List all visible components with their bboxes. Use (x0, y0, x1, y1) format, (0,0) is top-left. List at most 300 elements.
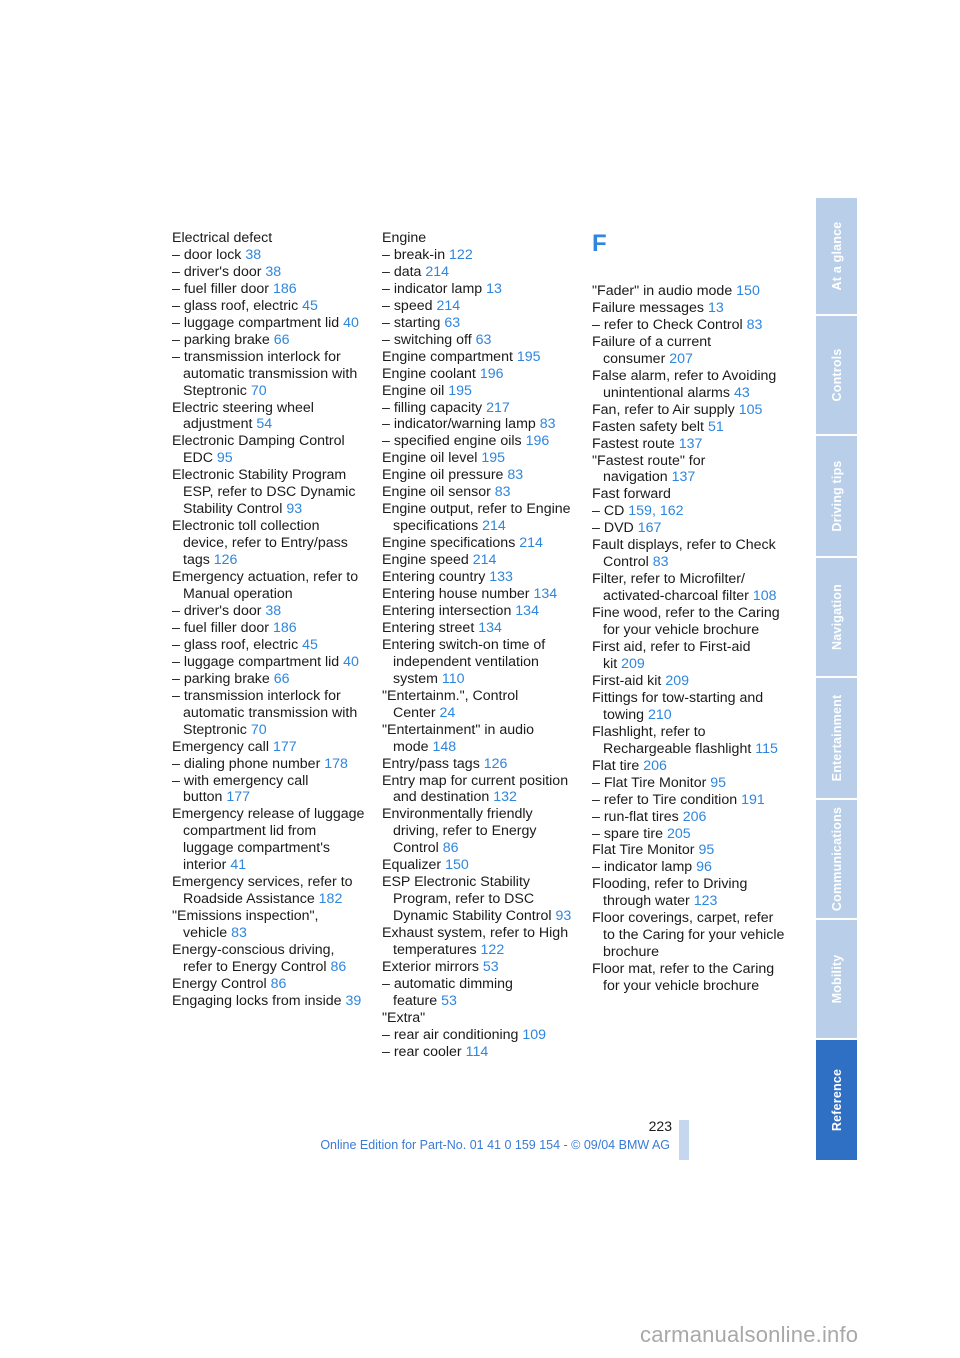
index-entry-text: Entering switch-on time of independent ventilation system (382, 636, 546, 687)
page-reference-link[interactable]: 167 (637, 520, 662, 537)
index-entry (172, 298, 367, 315)
page-reference-link[interactable]: 191 (741, 791, 765, 808)
index-entry (382, 620, 577, 637)
index-entry (382, 874, 577, 925)
index-entry (382, 383, 577, 400)
index-entry (592, 826, 787, 843)
index-entry (592, 639, 787, 673)
page-reference-link[interactable]: 196 (479, 365, 504, 382)
tab-label: Navigation (829, 584, 844, 650)
index-entry-text: "Emissions inspection", vehicle (172, 908, 319, 942)
page-reference-link[interactable]: 177 (226, 789, 251, 806)
page-reference-link[interactable]: 51 (707, 418, 724, 435)
index-entry-text: – break-in (382, 246, 446, 263)
page-reference-link[interactable]: 13 (486, 280, 502, 297)
index-entry (382, 400, 577, 417)
index-entry (172, 806, 367, 874)
index-entry (382, 433, 577, 450)
page-reference-link[interactable]: 66 (273, 331, 290, 348)
page-reference-link[interactable]: 209 (665, 672, 689, 689)
page-reference-link[interactable]: 148 (432, 738, 457, 755)
index-entry-text: Entering country (382, 569, 486, 586)
index-entry-text: Fasten safety belt (592, 418, 704, 435)
page-reference-link[interactable]: 45 (302, 636, 318, 653)
index-entry-text: Fine wood, refer to the Caring for your vehicle brochure (592, 605, 780, 639)
index-entry (382, 959, 577, 976)
index-entry-text: Failure of a current consumer (592, 333, 712, 367)
footer-edition: Online Edition for Part-No. 01 41 0 159 154 - © 09/04 BMW AG (320, 1138, 670, 1152)
index-entry (382, 925, 577, 959)
page-reference-link[interactable]: 214 (482, 518, 506, 535)
index-entry-text: Energy-conscious driving, refer to Energy Control (172, 942, 335, 975)
index-entry (592, 419, 787, 436)
page-reference-link[interactable]: 134 (515, 602, 539, 619)
page-reference-link[interactable]: 123 (693, 893, 718, 910)
index-entry (172, 247, 367, 264)
index-entry (382, 467, 577, 484)
index-column-3 (592, 230, 787, 995)
index-entry (592, 605, 787, 639)
page-reference-link[interactable]: 132 (493, 789, 517, 806)
index-entry-text: – door lock (172, 246, 242, 263)
index-entry (382, 281, 577, 298)
page-reference-link[interactable]: 54 (256, 416, 273, 433)
page-reference-link[interactable]: 206 (643, 757, 667, 774)
page-reference-link[interactable]: 150 (736, 283, 760, 299)
index-entry-text: Entry/pass tags (382, 755, 480, 772)
index-entry (172, 620, 367, 637)
index-entry-text: – rear air conditioning (382, 1026, 519, 1043)
index-entry (172, 332, 367, 349)
index-entry (172, 315, 367, 332)
index-entry (592, 300, 787, 317)
index-entry-text: False alarm, refer to Avoiding unintentional alarms (592, 367, 777, 401)
index-entry (382, 1010, 577, 1027)
index-entry (172, 281, 367, 298)
page-reference-link[interactable]: 134 (478, 619, 502, 636)
page-reference-link[interactable]: 63 (444, 314, 461, 331)
page-reference-link[interactable]: 38 (245, 246, 262, 263)
index-entry-text: Equalizer (382, 857, 442, 874)
index-entry-text: "Extra" (382, 1009, 426, 1026)
index-entry-text: "Fastest route" for navigation (592, 452, 706, 486)
page-reference-link[interactable]: 207 (669, 350, 693, 367)
index-entry (172, 688, 367, 739)
page-reference-link[interactable]: 95 (216, 450, 233, 467)
index-entry (382, 688, 577, 722)
index-entry (592, 673, 787, 690)
index-entry-text: Flooding, refer to Driving through water (592, 876, 748, 910)
index-entry (592, 486, 787, 503)
index-entry-text: – indicator lamp (382, 280, 483, 297)
index-entry-text: Emergency release of luggage compartment lid from luggage compartment's interior (172, 806, 365, 874)
index-entry-text: – specified engine oils (382, 433, 522, 450)
page-reference-link[interactable]: 83 (231, 925, 247, 942)
index-entry-text: – switching off (382, 331, 472, 348)
page-reference-link[interactable]: 93 (286, 501, 303, 518)
index-entry (172, 773, 367, 807)
tab-driving-tips[interactable] (816, 436, 857, 558)
page-reference-link[interactable]: 126 (213, 552, 238, 569)
index-entry-text: Engine speed (382, 552, 469, 569)
page-reference-link[interactable]: 96 (696, 859, 712, 876)
index-entry-text: Entering street (382, 619, 475, 636)
page-reference-link[interactable]: 214 (425, 263, 450, 280)
index-entry (172, 349, 367, 400)
index-entry-text: Engine (382, 230, 427, 246)
index-entry (592, 724, 787, 758)
index-entry-text: – starting (382, 314, 441, 331)
index-entry-text: Engine oil level (382, 450, 478, 467)
page-reference-link[interactable]: 13 (707, 299, 724, 316)
index-entry (592, 859, 787, 876)
index-entry (172, 976, 367, 993)
page-reference-link[interactable]: 114 (465, 1043, 489, 1060)
index-entry (382, 315, 577, 332)
page-reference-link[interactable]: 41 (230, 857, 247, 874)
page-reference-link[interactable]: 217 (486, 399, 510, 416)
index-entry-text: – transmission interlock for automatic transmission with Steptronic (172, 687, 358, 738)
index-entry (172, 467, 367, 518)
page-reference-link[interactable]: 205 (666, 825, 691, 842)
index-entry-text: Electrical defect (172, 230, 273, 246)
page-reference-link[interactable]: 86 (330, 958, 347, 975)
tab-label: Controls (829, 348, 844, 402)
index-entry (592, 842, 787, 859)
page-reference-link[interactable]: 83 (652, 554, 669, 571)
index-entry (172, 400, 367, 434)
page-reference-link[interactable]: 39 (345, 992, 362, 1009)
page-reference-link[interactable]: 86 (442, 840, 459, 857)
index-entry-text: Fan, refer to Air supply (592, 401, 735, 418)
page-reference-link[interactable]: 209 (621, 655, 645, 672)
index-entry (592, 758, 787, 775)
index-entry-text: Flat Tire Monitor (592, 842, 695, 859)
index-entry (172, 603, 367, 620)
index-entry (382, 366, 577, 383)
index-entry (592, 402, 787, 419)
index-entry-text: Exterior mirrors (382, 958, 479, 975)
page-reference-link[interactable]: 214 (519, 535, 543, 552)
page-reference-link[interactable]: 95 (698, 842, 715, 859)
index-entry (592, 520, 787, 537)
index-entry-text: Emergency services, refer to Roadside Assistance (172, 874, 353, 908)
page-reference-link[interactable]: 177 (272, 738, 297, 755)
index-entry-text: Electric steering wheel adjustment (172, 399, 314, 433)
tab-label: Reference (829, 1068, 844, 1132)
section-letter: F (592, 230, 607, 257)
index-entry (382, 773, 577, 807)
index-entry (382, 535, 577, 552)
index-entry-text: – driver's door (172, 602, 262, 619)
index-entry-text: First-aid kit (592, 672, 662, 689)
index-entry-text: – Flat Tire Monitor (592, 774, 707, 791)
index-entry-text: Engine coolant (382, 365, 476, 382)
index-entry (592, 910, 787, 961)
page-reference-link[interactable]: 186 (272, 280, 297, 297)
page-reference-link[interactable]: 95 (710, 774, 727, 791)
index-entry-text: Floor mat, refer to the Caring for your vehicle brochure (592, 961, 775, 995)
index-entry (172, 739, 367, 756)
page-reference-link[interactable]: 40 (343, 653, 359, 670)
index-entry (382, 976, 577, 1010)
page-reference-link[interactable]: 83 (494, 484, 511, 501)
index-entry (382, 484, 577, 501)
index-entry (382, 349, 577, 366)
index-entry-text: First aid, refer to First-aid kit (592, 639, 751, 672)
tab-at-a-glance[interactable] (816, 198, 857, 316)
page-reference-link[interactable]: 53 (482, 958, 499, 975)
tab-label: Mobility (829, 954, 844, 1004)
index-entry-text: – run-flat tires (592, 808, 679, 825)
section-spacer (592, 266, 787, 283)
index-entry-text: – automatic dimming feature (382, 975, 513, 1009)
page-reference-link[interactable]: 38 (265, 263, 282, 280)
page-reference-link[interactable]: 93 (555, 908, 572, 925)
index-entry-text: Flashlight, refer to Rechargeable flashlight (592, 723, 752, 757)
index-entry (172, 942, 367, 976)
index-entry-text: – fuel filler door (172, 280, 269, 297)
page-reference-link[interactable]: 63 (475, 331, 492, 348)
index-entry (382, 450, 577, 467)
index-entry-text: – refer to Tire condition (592, 791, 738, 808)
page-reference-link[interactable]: 137 (678, 435, 703, 452)
tab-navigation[interactable] (816, 558, 857, 678)
index-entry-text: – driver's door (172, 263, 262, 280)
watermark: carmanualsonline.info (640, 1322, 859, 1347)
index-entry-text: "Entertainment" in audio mode (382, 721, 535, 755)
index-entry (592, 368, 787, 402)
index-entry (172, 230, 367, 247)
index-entry-text: – CD (592, 503, 625, 520)
index-entry-text: – luggage compartment lid (172, 314, 340, 331)
index-entry (382, 298, 577, 315)
index-entry-text: Entry map for current position and destination (382, 772, 569, 806)
index-entry (382, 722, 577, 756)
page-reference-link[interactable]: 182 (318, 891, 343, 908)
page-reference-link[interactable]: 109 (522, 1026, 547, 1043)
page-number-bar (679, 1120, 689, 1160)
index-entry-text: ESP Electronic Stability Program, refer to DSC Dynamic Stability Control (382, 874, 552, 925)
page-reference-link[interactable]: 24 (439, 704, 456, 721)
page-reference-link[interactable]: 45 (302, 297, 318, 314)
index-entry-text: – luggage compartment lid (172, 653, 340, 670)
index-entry-text: Filter, refer to Microfilter/ activated-charcoal filter (592, 571, 749, 605)
index-entry-text: "Entertainm.", Control Center (382, 687, 519, 721)
index-entry (382, 637, 577, 688)
page-reference-link[interactable]: 137 (671, 469, 696, 486)
index-entry-text: – data (382, 263, 422, 280)
page-reference-link[interactable]: 83 (539, 416, 556, 433)
page-reference-link[interactable]: 108 (752, 588, 777, 605)
index-entry (592, 283, 787, 300)
index-entry (382, 586, 577, 603)
index-entry-text: Energy Control (172, 975, 267, 992)
index-entry-text: Fault displays, refer to Check Control (592, 537, 776, 571)
page-reference-link[interactable]: 70 (250, 721, 267, 738)
index-entry (172, 637, 367, 654)
page-reference-link[interactable]: 133 (489, 569, 513, 586)
tab-label: At a glance (829, 221, 844, 291)
tab-label: Communications (829, 806, 844, 912)
page-reference-link[interactable]: 70 (250, 382, 267, 399)
index-entry (382, 603, 577, 620)
index-entry (592, 317, 787, 334)
index-entry-text: Engine oil sensor (382, 484, 491, 501)
index-entry (592, 334, 787, 368)
index-entry (382, 264, 577, 281)
index-entry-text: Engine compartment (382, 348, 513, 365)
index-entry (382, 569, 577, 586)
index-entry (172, 518, 367, 569)
index-entry (172, 264, 367, 281)
page-reference-link[interactable]: 195 (481, 450, 506, 467)
index-entry (592, 792, 787, 809)
tab-reference[interactable] (816, 1040, 857, 1160)
index-entry-text: – spare tire (592, 825, 663, 842)
index-entry-text: Flat tire (592, 757, 640, 774)
index-entry (382, 857, 577, 874)
index-entry-text: Electronic toll collection device, refer to Entry/pass tags (172, 518, 348, 569)
index-entry-text: Electronic Stability Program ESP, refer to DSC Dynamic Stability Control (172, 467, 356, 518)
page-reference-link[interactable]: 214 (472, 552, 497, 569)
index-entry-text: Fastest route (592, 435, 675, 452)
page-reference-link[interactable]: 126 (483, 755, 508, 772)
index-entry (382, 756, 577, 773)
index-entry-text: – glass roof, electric (172, 636, 299, 653)
tab-communications[interactable] (816, 800, 857, 920)
index-entry (382, 1044, 577, 1061)
tab-label: Driving tips (829, 460, 844, 532)
page-reference-link[interactable]: 195 (516, 348, 541, 365)
index-entry-text: Exhaust system, refer to High temperatures (382, 925, 569, 959)
index-entry-text: Engine oil pressure (382, 467, 504, 484)
index-entry (172, 874, 367, 908)
page-reference-link[interactable]: 122 (480, 942, 505, 959)
index-entry (382, 416, 577, 433)
index-entry-text: Failure messages (592, 299, 704, 316)
index-column-1 (172, 230, 367, 1010)
page-reference-link[interactable]: 86 (270, 975, 287, 992)
page-reference-link[interactable]: 206 (682, 808, 707, 825)
index-entry-text: – glass roof, electric (172, 297, 299, 314)
index-entry-text: – rear cooler (382, 1043, 462, 1060)
index-entry-text: Engine output, refer to Engine specifications (382, 501, 571, 535)
page-reference-link[interactable]: 195 (448, 382, 472, 399)
tab-controls[interactable] (816, 316, 857, 436)
page-reference-link[interactable]: 66 (273, 670, 290, 687)
page-reference-link[interactable]: 83 (507, 467, 524, 484)
page-reference-link[interactable]: 186 (272, 619, 297, 636)
index-entry-text: Floor coverings, carpet, refer to the Caring for your vehicle brochure (592, 910, 785, 961)
index-entry (172, 756, 367, 773)
index-entry (592, 436, 787, 453)
index-entry (592, 453, 787, 487)
page-reference-link[interactable]: 40 (343, 314, 359, 331)
page-reference-link[interactable]: 53 (441, 992, 457, 1009)
index-entry-text: Fast forward (592, 486, 671, 503)
index-entry (382, 552, 577, 569)
page-reference-link[interactable]: 178 (324, 755, 348, 772)
index-entry (382, 806, 577, 857)
index-entry-text: – transmission interlock for automatic transmission with Steptronic (172, 348, 358, 399)
index-entry (172, 654, 367, 671)
index-entry (592, 961, 787, 995)
page-reference-link[interactable]: 122 (449, 246, 473, 263)
page-reference-link[interactable]: 43 (733, 384, 750, 401)
index-entry (382, 332, 577, 349)
index-entry-text: – with emergency call button (172, 772, 309, 806)
index-column-2 (382, 230, 577, 1061)
index-entry (592, 503, 787, 520)
page-reference-link[interactable]: 210 (647, 706, 672, 723)
tab-label: Entertainment (829, 694, 844, 782)
index-entry (172, 671, 367, 688)
page-reference-link[interactable]: 134 (533, 586, 558, 603)
index-entry-text: "Fader" in audio mode (592, 283, 733, 299)
index-entry-text: Electronic Damping Control EDC (172, 433, 345, 467)
index-entry (592, 809, 787, 826)
index-entry-text: – parking brake (172, 670, 270, 687)
index-entry-text: Fittings for tow-starting and towing (592, 689, 764, 723)
page-reference-link[interactable]: 83 (746, 316, 763, 333)
index-entry-text: – dialing phone number (172, 755, 321, 772)
page-reference-link[interactable]: 38 (265, 602, 282, 619)
index-entry-text: – parking brake (172, 331, 270, 348)
index-entry (592, 690, 787, 724)
page-reference-link[interactable]: 214 (436, 297, 461, 314)
index-entry (382, 230, 577, 247)
index-entry (382, 247, 577, 264)
page-reference-link[interactable]: 115 (755, 740, 778, 757)
index-entry (172, 993, 367, 1010)
index-entry-text: Engaging locks from inside (172, 992, 342, 1009)
index-entry (172, 433, 367, 467)
page-reference-link[interactable]: 110 (441, 670, 465, 687)
index-entry-text: Emergency actuation, refer to Manual operation (172, 569, 359, 603)
index-entry-text: Engine specifications (382, 535, 516, 552)
index-entry-text: – refer to Check Control (592, 316, 743, 333)
index-entry (172, 908, 367, 942)
index-entry (172, 569, 367, 603)
index-entry (592, 876, 787, 910)
page-reference-link[interactable]: 105 (738, 401, 763, 418)
index-entry-text: Emergency call (172, 738, 269, 755)
index-entry (592, 537, 787, 571)
page-reference-link[interactable]: 196 (525, 433, 550, 450)
index-entry (592, 571, 787, 605)
index-entry (382, 501, 577, 535)
index-entry-text: Engine oil (382, 382, 445, 399)
index-entry-text: Environmentally friendly driving, refer to Energy Control (382, 806, 537, 857)
index-entry-text: – fuel filler door (172, 619, 269, 636)
page-number: 223 (648, 1118, 672, 1134)
tab-mobility[interactable] (816, 920, 857, 1040)
index-entry-text: Entering intersection (382, 602, 512, 619)
index-entry-text: – indicator lamp (592, 859, 693, 876)
page-reference-link[interactable]: 150 (445, 857, 469, 874)
index-entry-text: – DVD (592, 520, 634, 537)
chapter-tabs (816, 198, 857, 1160)
index-entry (382, 1027, 577, 1044)
index-entry-text: – indicator/warning lamp (382, 416, 536, 433)
index-entry-text: – filling capacity (382, 399, 483, 416)
page-reference-link[interactable]: 159, 162 (628, 503, 684, 520)
index-entry (592, 775, 787, 792)
tab-entertainment[interactable] (816, 678, 857, 800)
index-entry-text: – speed (382, 297, 433, 314)
index-entry-text: Entering house number (382, 586, 530, 603)
